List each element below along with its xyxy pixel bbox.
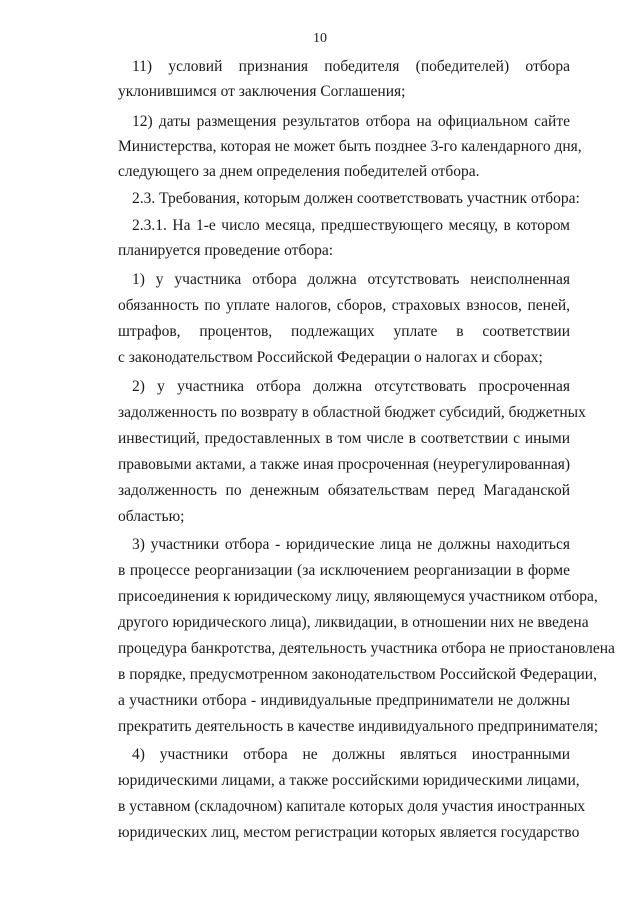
page-number: 10 (313, 31, 327, 46)
text-line: штрафов, процентов, подлежащих уплате в соответствии (118, 323, 570, 340)
text-line: 1) у участника отбора должна отсутствовать неисполненная (132, 271, 570, 288)
text-line: уклонившимся от заключения Соглашения; (118, 83, 406, 100)
text-line: 2.3.1. На 1-е число месяца, предшествующего месяцу, в котором (132, 217, 570, 234)
text-line: прекратить деятельность в качестве индивидуального предпринимателя; (118, 718, 599, 735)
text-line: процедура банкротства, деятельность участника отбора не приостановлена (118, 640, 615, 657)
text-line: инвестиций, предоставленных в том числе в соответствии с иными (118, 430, 570, 447)
text-line: планируется проведение отбора: (118, 242, 334, 259)
text-line: 3) участники отбора - юридические лица не должны находиться (132, 536, 570, 553)
text-line: Министерства, которая не может быть позднее 3-го календарного дня, (118, 138, 582, 155)
text-line: задолженность по возврату в областной бюджет субсидий, бюджетных (118, 404, 586, 421)
text-line: 2.3. Требования, которым должен соответствовать участник отбора: (132, 190, 580, 207)
text-line: юридических лиц, местом регистрации которых является государство (118, 824, 580, 841)
text-line: другого юридического лица), ликвидации, в отношении них не введена (118, 614, 589, 631)
text-line: задолженность по денежным обязательствам перед Магаданской (118, 482, 570, 499)
text-line: в порядке, предусмотренном законодательством Российской Федерации, (118, 666, 597, 683)
text-line: следующего за днем определения победителей отбора. (118, 163, 480, 180)
text-line: 4) участники отбора не должны являться иностранными (132, 746, 570, 763)
text-line: обязанность по уплате налогов, сборов, страховых взносов, пеней, (118, 297, 570, 314)
text-line: с законодательством Российской Федерации о налогах и сборах; (118, 349, 543, 366)
text-line: присоединения к юридическому лицу, являющемуся участником отбора, (118, 588, 598, 605)
text-line: областью; (118, 508, 185, 525)
text-line: в уставном (складочном) капитале которых доля участия иностранных (118, 798, 586, 815)
text-line: в процессе реорганизации (за исключением реорганизации в форме (118, 562, 570, 579)
text-line: юридическими лицами, а также российскими юридическими лицами, (118, 772, 580, 789)
text-line: 11) условий признания победителя (победителей) отбора (132, 58, 570, 75)
text-line: 12) даты размещения результатов отбора на официальном сайте (132, 113, 570, 130)
text-line: 2) у участника отбора должна отсутствовать просроченная (132, 378, 570, 395)
text-line: а участники отбора - индивидуальные предприниматели не должны (118, 692, 570, 709)
text-line: правовыми актами, а также иная просроченная (неурегулированная) (118, 456, 570, 473)
